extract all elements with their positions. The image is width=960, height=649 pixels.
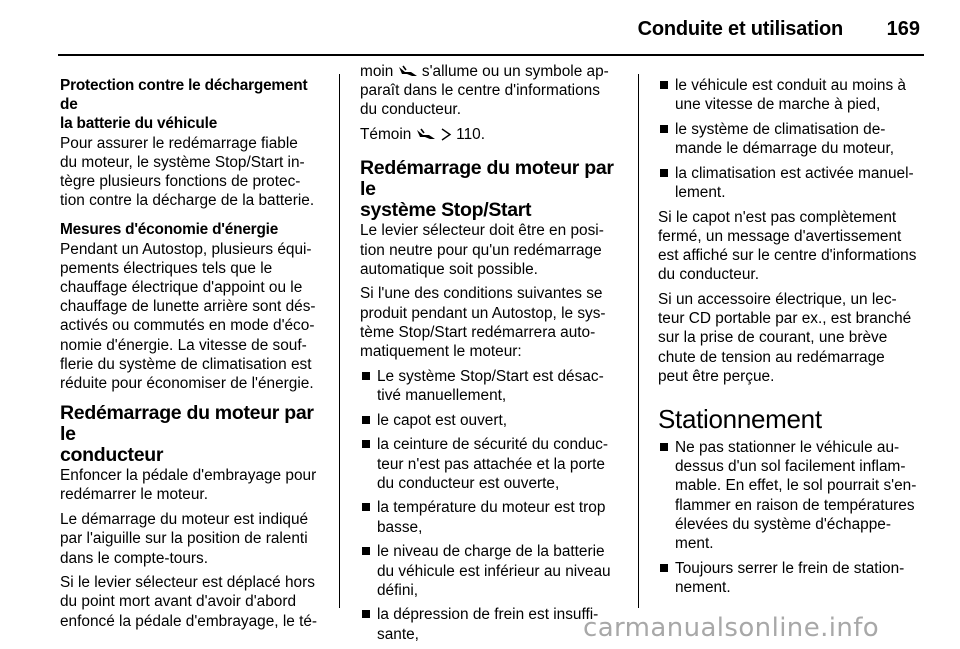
indicator-text: moin s'allume ou un symbole ap- paraît dans le centre d'informations du conducteur. <box>360 63 609 119</box>
energy-saving-heading: Mesures d'économie d'énergie <box>60 221 279 239</box>
autostop-indicator-icon <box>416 128 436 140</box>
list-item: la climatisation est activée manuel- lement. <box>658 164 924 202</box>
accessory-voltage-text: Si un accessoire électrique, un lec- teur CD portable par ex., est branché sur la prise de courant, une brève chute de tension au redémarrage peut être perçue. <box>658 291 912 385</box>
list-item: Toujours serrer le frein de station- nement. <box>658 559 924 597</box>
list-item: Le système Stop/Start est désac- tivé manuellement, <box>360 367 620 405</box>
page-header-title: Conduite et utilisation <box>637 18 843 40</box>
autostop-indicator-icon <box>398 65 418 77</box>
parking-list <box>658 438 924 597</box>
system-restart-heading: Redémarrage du moteur par le système Stop/Start <box>360 157 614 222</box>
battery-protection-heading: Protection contre le déchargement de la batterie du véhicule <box>60 77 308 133</box>
page-number: 169 <box>886 18 920 40</box>
list-item: la ceinture de sécurité du conduc- teur n'est pas attachée et la porte du conducteur est ouverte, <box>360 435 620 493</box>
system-restart-text-2: Si l'une des conditions suivantes se produit pendant un Autostop, le sys- tème Stop/Start redémarrera auto- matiquement le moteur: <box>360 285 606 361</box>
restart-conditions-list-continued <box>658 76 924 202</box>
header-rule <box>58 54 924 56</box>
battery-protection-text: Pour assurer le redémarrage fiable du moteur, le système Stop/Start in- tègre plusieurs fonctions de protec- tion contre la décharge de la batterie. <box>60 134 315 210</box>
list-item: Ne pas stationner le véhicule au- dessus d'un sol facilement inflam- mable. En effet, le sol pourrait s'en- flammer en raison de températures élevées du système d'échappe- ment. <box>658 438 924 553</box>
list-item: le niveau de charge de la batterie du véhicule est inférieur au niveau défini, <box>360 542 620 600</box>
page-reference-icon[interactable] <box>440 128 452 141</box>
system-restart-text-1: Le levier sélecteur doit être en posi- tion neutre pour qu'un redémarrage automatique soit possible. <box>360 222 604 278</box>
watermark: carmanualsonline.info <box>583 613 880 643</box>
list-item: le système de climatisation de- mande le démarrage du moteur, <box>658 120 924 158</box>
column-2 <box>360 62 620 649</box>
list-item: la température du moteur est trop basse, <box>360 498 620 536</box>
driver-restart-text-1: Enfoncer la pédale d'embrayage pour redémarrer le moteur. <box>60 467 317 504</box>
list-item: le véhicule est conduit au moins à une vitesse de marche à pied, <box>658 76 924 114</box>
driver-restart-heading: Redémarrage du moteur par le conducteur <box>60 402 314 467</box>
running-head <box>0 18 960 46</box>
column-divider-1 <box>339 74 340 608</box>
hood-warning-text: Si le capot n'est pas complètement fermé, un message d'avertissement est affiché sur le centre d'informations du conducteur. <box>658 208 917 284</box>
restart-conditions-list <box>360 367 620 644</box>
column-1 <box>60 62 328 636</box>
page-reference-link[interactable]: 110. <box>456 126 485 144</box>
indicator-reference: Témoin 110. <box>360 126 485 144</box>
parking-heading: Stationnement <box>658 404 822 435</box>
driver-restart-text-2: Le démarrage du moteur est indiqué par l'aiguille sur la position de ralenti dans le compte-tours. <box>60 511 309 567</box>
column-divider-2 <box>638 74 639 608</box>
list-item: le capot est ouvert, <box>360 411 620 430</box>
column-3 <box>658 62 924 603</box>
list-item: la dépression de frein est insuffi- sante, <box>360 605 620 643</box>
energy-saving-text: Pendant un Autostop, plusieurs équi- pements électriques tels que le chauffage électrique d'appoint ou le chauffage de lunette arrière sont dés- activés ou commutés en mode d'éco- nomie d'énergie. La vitesse de souf- flerie du système de climatisation est réduite pour économiser de l'énergie. <box>60 240 316 393</box>
driver-restart-text-3: Si le levier sélecteur est déplacé hors du point mort avant d'avoir d'abord enfoncé la pédale d'embrayage, le té- <box>60 574 318 630</box>
